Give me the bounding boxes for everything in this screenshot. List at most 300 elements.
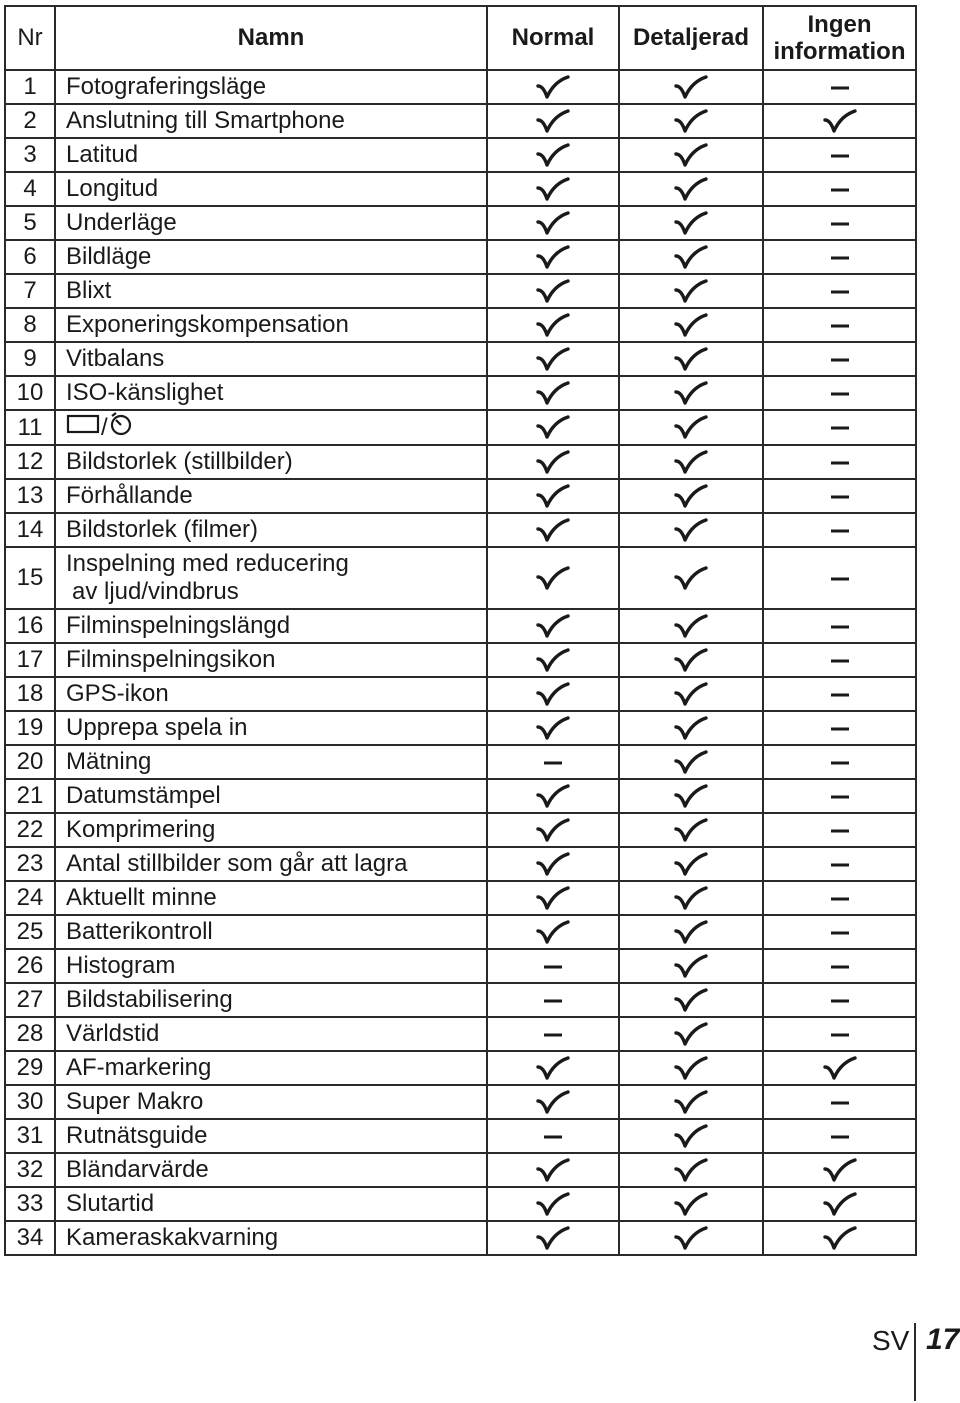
cell-ingen — [763, 172, 916, 206]
dash-icon — [544, 1122, 562, 1149]
row-name: Longitud — [55, 172, 487, 206]
table-row — [5, 172, 916, 206]
check-mark-icon — [536, 379, 570, 406]
cell-ingen — [763, 1119, 916, 1153]
cell-ingen — [763, 1085, 916, 1119]
table-row — [5, 813, 916, 847]
cell-ingen — [763, 881, 916, 915]
row-name: Bildstabilisering — [55, 983, 487, 1017]
cell-normal — [487, 172, 619, 206]
cell-normal — [487, 445, 619, 479]
check-mark-icon — [536, 277, 570, 304]
row-number: 23 — [5, 847, 55, 881]
row-number: 27 — [5, 983, 55, 1017]
check-mark-icon — [674, 1088, 708, 1115]
table-row — [5, 479, 916, 513]
table-row — [5, 104, 916, 138]
dash-icon — [831, 73, 849, 100]
cell-ingen — [763, 308, 916, 342]
dash-icon — [831, 175, 849, 202]
cell-detaljerad — [619, 308, 763, 342]
info-display-table — [4, 5, 917, 1256]
table-row — [5, 1153, 916, 1187]
check-mark-icon — [536, 448, 570, 475]
table-row — [5, 609, 916, 643]
check-mark-icon — [674, 1156, 708, 1183]
table-row — [5, 410, 916, 445]
row-name: Bländarvärde — [55, 1153, 487, 1187]
row-name: ISO-känslighet — [55, 376, 487, 410]
row-number: 10 — [5, 376, 55, 410]
row-name: Blixt — [55, 274, 487, 308]
check-mark-icon — [674, 379, 708, 406]
table-row — [5, 881, 916, 915]
cell-ingen — [763, 949, 916, 983]
check-mark-icon — [536, 482, 570, 509]
row-number: 12 — [5, 445, 55, 479]
table-row — [5, 949, 916, 983]
check-mark-icon — [674, 311, 708, 338]
header-ingen-line2: information — [773, 37, 906, 65]
cell-detaljerad — [619, 172, 763, 206]
row-name: Fotograferingsläge — [55, 70, 487, 104]
check-mark-icon — [674, 448, 708, 475]
cell-normal — [487, 745, 619, 779]
cell-ingen — [763, 240, 916, 274]
single-frame-icon — [66, 413, 100, 442]
page-number: 17 — [926, 1323, 960, 1356]
row-name — [55, 410, 487, 445]
row-name: Rutnätsguide — [55, 1119, 487, 1153]
check-mark-icon — [536, 850, 570, 877]
cell-normal — [487, 1153, 619, 1187]
dash-icon — [831, 311, 849, 338]
cell-ingen — [763, 1051, 916, 1085]
cell-ingen — [763, 376, 916, 410]
cell-detaljerad — [619, 342, 763, 376]
cell-detaljerad — [619, 1085, 763, 1119]
cell-detaljerad — [619, 847, 763, 881]
check-mark-icon — [536, 918, 570, 945]
cell-normal — [487, 1017, 619, 1051]
cell-normal — [487, 881, 619, 915]
row-name-line1: Inspelning med reducering — [66, 550, 349, 577]
cell-detaljerad — [619, 609, 763, 643]
dash-icon — [831, 612, 849, 639]
dash-icon — [831, 345, 849, 372]
table-row — [5, 445, 916, 479]
cell-ingen — [763, 445, 916, 479]
cell-detaljerad — [619, 677, 763, 711]
check-mark-icon — [536, 816, 570, 843]
cell-normal — [487, 1119, 619, 1153]
table-row — [5, 847, 916, 881]
table-row — [5, 206, 916, 240]
dash-icon — [831, 884, 849, 911]
dash-icon — [831, 209, 849, 236]
check-mark-icon — [536, 107, 570, 134]
row-name: Bildstorlek (stillbilder) — [55, 445, 487, 479]
cell-ingen — [763, 138, 916, 172]
cell-detaljerad — [619, 779, 763, 813]
row-number: 15 — [5, 547, 55, 609]
cell-ingen — [763, 342, 916, 376]
cell-detaljerad — [619, 410, 763, 445]
cell-normal — [487, 1051, 619, 1085]
table-row — [5, 745, 916, 779]
row-number: 5 — [5, 206, 55, 240]
check-mark-icon — [536, 680, 570, 707]
row-number: 14 — [5, 513, 55, 547]
cell-detaljerad — [619, 376, 763, 410]
language-code: SV — [872, 1325, 910, 1356]
row-name: Exponeringskompensation — [55, 308, 487, 342]
row-number: 8 — [5, 308, 55, 342]
table-row — [5, 70, 916, 104]
cell-detaljerad — [619, 881, 763, 915]
cell-ingen — [763, 479, 916, 513]
row-number: 19 — [5, 711, 55, 745]
row-number: 22 — [5, 813, 55, 847]
check-mark-icon — [674, 277, 708, 304]
dash-icon — [831, 680, 849, 707]
row-name: Bildläge — [55, 240, 487, 274]
dash-icon — [831, 482, 849, 509]
check-mark-icon — [536, 564, 570, 591]
row-name — [55, 547, 487, 609]
dash-icon — [831, 646, 849, 673]
row-number: 2 — [5, 104, 55, 138]
row-name: AF-markering — [55, 1051, 487, 1085]
check-mark-icon — [823, 107, 857, 134]
cell-detaljerad — [619, 915, 763, 949]
footer-divider — [914, 1323, 916, 1401]
check-mark-icon — [674, 884, 708, 911]
table-row — [5, 711, 916, 745]
cell-normal — [487, 70, 619, 104]
check-mark-icon — [674, 714, 708, 741]
cell-detaljerad — [619, 1017, 763, 1051]
row-name: Anslutning till Smartphone — [55, 104, 487, 138]
cell-ingen — [763, 206, 916, 240]
dash-icon — [831, 516, 849, 543]
check-mark-icon — [674, 1224, 708, 1251]
table-row — [5, 1187, 916, 1221]
row-number: 17 — [5, 643, 55, 677]
check-mark-icon — [674, 564, 708, 591]
cell-ingen — [763, 711, 916, 745]
table-row — [5, 677, 916, 711]
row-number: 9 — [5, 342, 55, 376]
cell-normal — [487, 847, 619, 881]
cell-ingen — [763, 847, 916, 881]
cell-ingen — [763, 643, 916, 677]
cell-detaljerad — [619, 1187, 763, 1221]
cell-normal — [487, 410, 619, 445]
header-ingen-line1: Ingen — [807, 10, 872, 38]
row-name: Vitbalans — [55, 342, 487, 376]
dash-icon — [831, 1020, 849, 1047]
row-number: 13 — [5, 479, 55, 513]
row-name: Bildstorlek (filmer) — [55, 513, 487, 547]
cell-normal — [487, 104, 619, 138]
check-mark-icon — [674, 345, 708, 372]
check-mark-icon — [823, 1054, 857, 1081]
table-row — [5, 1221, 916, 1255]
dash-icon — [831, 918, 849, 945]
cell-ingen — [763, 1187, 916, 1221]
row-number: 32 — [5, 1153, 55, 1187]
check-mark-icon — [674, 918, 708, 945]
row-number: 33 — [5, 1187, 55, 1221]
row-number: 1 — [5, 70, 55, 104]
row-number: 3 — [5, 138, 55, 172]
check-mark-icon — [536, 414, 570, 441]
cell-normal — [487, 1221, 619, 1255]
cell-ingen — [763, 70, 916, 104]
dash-icon — [831, 986, 849, 1013]
row-name: GPS-ikon — [55, 677, 487, 711]
cell-detaljerad — [619, 206, 763, 240]
check-mark-icon — [536, 646, 570, 673]
row-number: 34 — [5, 1221, 55, 1255]
row-name: Latitud — [55, 138, 487, 172]
row-name: Antal stillbilder som går att lagra — [55, 847, 487, 881]
cell-normal — [487, 813, 619, 847]
cell-ingen — [763, 274, 916, 308]
cell-normal — [487, 609, 619, 643]
check-mark-icon — [674, 816, 708, 843]
row-number: 6 — [5, 240, 55, 274]
cell-ingen — [763, 1017, 916, 1051]
dash-icon — [831, 277, 849, 304]
check-mark-icon — [536, 1190, 570, 1217]
check-mark-icon — [536, 1224, 570, 1251]
cell-detaljerad — [619, 1119, 763, 1153]
cell-normal — [487, 206, 619, 240]
row-number: 4 — [5, 172, 55, 206]
row-name: Förhållande — [55, 479, 487, 513]
check-mark-icon — [823, 1190, 857, 1217]
row-name: Komprimering — [55, 813, 487, 847]
check-mark-icon — [674, 986, 708, 1013]
row-number: 29 — [5, 1051, 55, 1085]
table-row — [5, 240, 916, 274]
cell-normal — [487, 711, 619, 745]
self-timer-icon — [109, 411, 133, 444]
cell-ingen — [763, 1221, 916, 1255]
header-normal: Normal — [487, 6, 619, 70]
row-name: Mätning — [55, 745, 487, 779]
row-number: 24 — [5, 881, 55, 915]
cell-detaljerad — [619, 711, 763, 745]
table-row — [5, 915, 916, 949]
cell-normal — [487, 1187, 619, 1221]
dash-icon — [831, 414, 849, 441]
dash-icon — [544, 952, 562, 979]
check-mark-icon — [674, 107, 708, 134]
check-mark-icon — [823, 1156, 857, 1183]
cell-detaljerad — [619, 104, 763, 138]
row-number: 30 — [5, 1085, 55, 1119]
cell-ingen — [763, 547, 916, 609]
dash-icon — [831, 379, 849, 406]
check-mark-icon — [536, 1156, 570, 1183]
check-mark-icon — [536, 612, 570, 639]
dash-icon — [831, 1122, 849, 1149]
table-header-row — [5, 6, 916, 70]
row-name: Datumstämpel — [55, 779, 487, 813]
cell-detaljerad — [619, 240, 763, 274]
cell-normal — [487, 274, 619, 308]
check-mark-icon — [536, 782, 570, 809]
check-mark-icon — [674, 243, 708, 270]
cell-normal — [487, 949, 619, 983]
cell-detaljerad — [619, 1153, 763, 1187]
check-mark-icon — [674, 952, 708, 979]
check-mark-icon — [674, 73, 708, 100]
dash-icon — [544, 748, 562, 775]
row-name-separator: / — [101, 413, 108, 441]
row-name: Histogram — [55, 949, 487, 983]
dash-icon — [831, 243, 849, 270]
cell-normal — [487, 547, 619, 609]
cell-normal — [487, 677, 619, 711]
cell-normal — [487, 240, 619, 274]
row-number: 16 — [5, 609, 55, 643]
row-number: 31 — [5, 1119, 55, 1153]
dash-icon — [831, 816, 849, 843]
check-mark-icon — [823, 1224, 857, 1251]
check-mark-icon — [536, 1088, 570, 1115]
check-mark-icon — [536, 345, 570, 372]
row-number: 28 — [5, 1017, 55, 1051]
row-name: Aktuellt minne — [55, 881, 487, 915]
row-number: 18 — [5, 677, 55, 711]
check-mark-icon — [674, 1190, 708, 1217]
cell-normal — [487, 915, 619, 949]
dash-icon — [831, 850, 849, 877]
cell-detaljerad — [619, 138, 763, 172]
cell-detaljerad — [619, 983, 763, 1017]
row-name: Slutartid — [55, 1187, 487, 1221]
row-name: Kameraskakvarning — [55, 1221, 487, 1255]
check-mark-icon — [674, 209, 708, 236]
table-row — [5, 547, 916, 609]
check-mark-icon — [674, 516, 708, 543]
cell-detaljerad — [619, 445, 763, 479]
row-name: Underläge — [55, 206, 487, 240]
cell-ingen — [763, 983, 916, 1017]
row-number: 20 — [5, 745, 55, 779]
dash-icon — [831, 782, 849, 809]
cell-detaljerad — [619, 745, 763, 779]
check-mark-icon — [674, 414, 708, 441]
cell-normal — [487, 1085, 619, 1119]
dash-icon — [831, 714, 849, 741]
check-mark-icon — [674, 782, 708, 809]
check-mark-icon — [536, 141, 570, 168]
table-row — [5, 1119, 916, 1153]
check-mark-icon — [674, 141, 708, 168]
header-ingen-information — [763, 6, 916, 70]
dash-icon — [831, 1088, 849, 1115]
dash-icon — [544, 986, 562, 1013]
cell-detaljerad — [619, 1051, 763, 1085]
cell-ingen — [763, 513, 916, 547]
row-name: Super Makro — [55, 1085, 487, 1119]
cell-normal — [487, 779, 619, 813]
check-mark-icon — [674, 1054, 708, 1081]
check-mark-icon — [674, 612, 708, 639]
cell-ingen — [763, 609, 916, 643]
row-name-line2: av ljud/vindbrus — [72, 578, 239, 605]
row-number: 25 — [5, 915, 55, 949]
row-name: Upprepa spela in — [55, 711, 487, 745]
check-mark-icon — [674, 482, 708, 509]
check-mark-icon — [536, 243, 570, 270]
check-mark-icon — [674, 175, 708, 202]
cell-normal — [487, 983, 619, 1017]
table-row — [5, 274, 916, 308]
dash-icon — [831, 448, 849, 475]
row-name: Batterikontroll — [55, 915, 487, 949]
table-row — [5, 513, 916, 547]
header-namn: Namn — [55, 6, 487, 70]
dash-icon — [831, 748, 849, 775]
table-row — [5, 308, 916, 342]
cell-ingen — [763, 813, 916, 847]
cell-ingen — [763, 410, 916, 445]
cell-detaljerad — [619, 949, 763, 983]
check-mark-icon — [674, 680, 708, 707]
table-row — [5, 779, 916, 813]
cell-ingen — [763, 677, 916, 711]
check-mark-icon — [536, 73, 570, 100]
dash-icon — [544, 1020, 562, 1047]
row-name: Filminspelningsikon — [55, 643, 487, 677]
cell-normal — [487, 138, 619, 172]
table-row — [5, 1051, 916, 1085]
check-mark-icon — [536, 516, 570, 543]
cell-ingen — [763, 1153, 916, 1187]
check-mark-icon — [536, 1054, 570, 1081]
row-name: Världstid — [55, 1017, 487, 1051]
table-row — [5, 376, 916, 410]
check-mark-icon — [674, 1020, 708, 1047]
check-mark-icon — [674, 646, 708, 673]
cell-normal — [487, 643, 619, 677]
cell-normal — [487, 376, 619, 410]
check-mark-icon — [536, 714, 570, 741]
dash-icon — [831, 141, 849, 168]
cell-detaljerad — [619, 513, 763, 547]
table-row — [5, 1017, 916, 1051]
row-number: 7 — [5, 274, 55, 308]
table-row — [5, 342, 916, 376]
cell-detaljerad — [619, 479, 763, 513]
check-mark-icon — [674, 1122, 708, 1149]
cell-normal — [487, 513, 619, 547]
check-mark-icon — [536, 311, 570, 338]
cell-detaljerad — [619, 274, 763, 308]
cell-detaljerad — [619, 70, 763, 104]
row-number: 21 — [5, 779, 55, 813]
check-mark-icon — [536, 175, 570, 202]
row-number: 26 — [5, 949, 55, 983]
dash-icon — [831, 564, 849, 591]
cell-detaljerad — [619, 547, 763, 609]
